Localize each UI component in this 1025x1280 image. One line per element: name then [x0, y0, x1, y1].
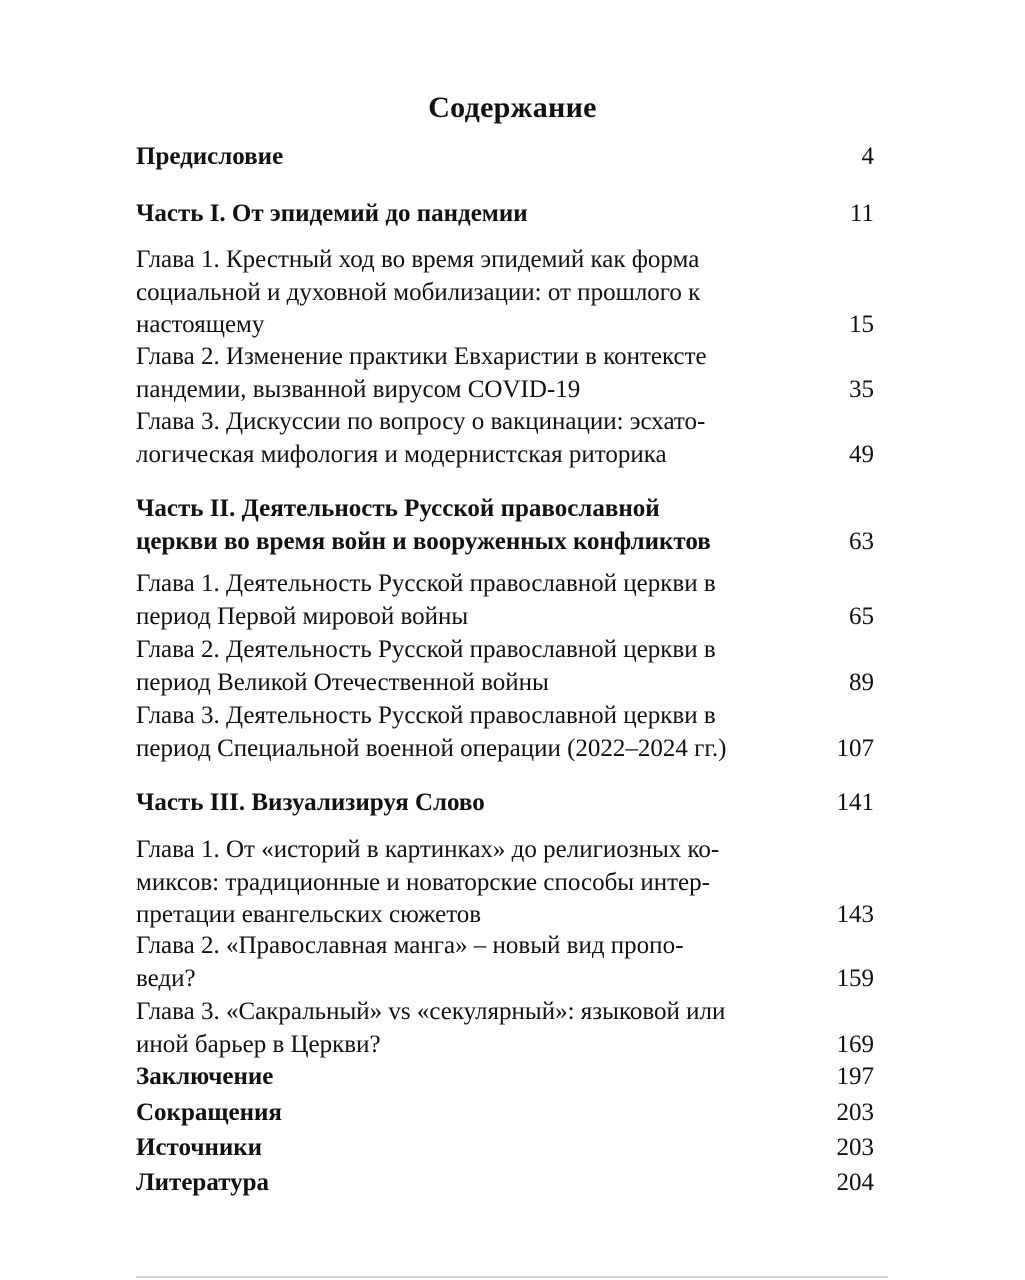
toc-page-number: 4 — [861, 143, 874, 170]
toc-entry-part-3-chapter-2 — [136, 930, 874, 995]
toc-page-number: 143 — [836, 901, 874, 928]
toc-entry-title: Глава 3. «Сакральный» vs «секулярный»: языковой или иной барьер в Церкви? — [136, 998, 726, 1058]
toc-page-number: 204 — [836, 1169, 874, 1196]
toc-entry-title: Литература — [136, 1169, 270, 1196]
toc-entry-title: Источники — [136, 1134, 263, 1161]
toc-entry-title: Глава 2. «Православная манга» – новый вид пропо- веди? — [136, 932, 684, 992]
toc-entry-part-1-chapter-1 — [136, 244, 874, 342]
toc-entry-part-1-chapter-3 — [136, 406, 874, 471]
toc-entry-title: Часть I. От эпидемий до пандемии — [136, 200, 528, 227]
toc-entry-title: Глава 1. Деятельность Русской православной церкви в период Первой мировой войны — [136, 570, 716, 630]
toc-entry-title: Глава 2. Деятельность Русской православной церкви в период Великой Отечественной войны — [136, 636, 716, 696]
toc-page-number: 203 — [836, 1134, 874, 1161]
toc-page-number: 107 — [836, 734, 874, 762]
toc-entry-literature — [136, 1167, 874, 1200]
toc-entry-part-2-chapter-1 — [136, 568, 874, 633]
toc-entry-part-2-chapter-2 — [136, 634, 874, 699]
toc-entry-title: Глава 1. Крестный ход во время эпидемий как форма социальной и духовной мобилизации: от прошлого к настоящему — [136, 246, 701, 338]
toc-page-number: 49 — [849, 440, 874, 468]
toc-entry-part-3-chapter-3 — [136, 996, 874, 1061]
toc-page-number: 197 — [836, 1063, 874, 1090]
toc-entry-part-1 — [136, 198, 874, 231]
toc-entry-title: Предисловие — [136, 143, 284, 170]
toc-entry-part-2-chapter-3 — [136, 700, 874, 765]
toc-entry-title: Часть III. Визуализируя Слово — [136, 789, 485, 816]
toc-entry-title: Глава 2. Изменение практики Евхаристии в контексте пандемии, вызванной вирусом COVID-19 — [136, 343, 707, 403]
toc-page-number: 65 — [849, 602, 874, 630]
toc-entry-title: Глава 1. От «историй в картинках» до религиозных ко- миксов: традиционные и новаторские способы интер- претации евангельских сюжетов — [136, 836, 720, 928]
toc-entry-title: Сокращения — [136, 1099, 282, 1126]
toc-entry-preface — [136, 141, 874, 174]
toc-page-number: 15 — [849, 311, 874, 338]
toc-page-number: 141 — [836, 789, 874, 816]
toc-entry-sources — [136, 1132, 874, 1165]
toc-entry-title: Заключение — [136, 1063, 274, 1090]
toc-entry-part-3-chapter-1 — [136, 834, 874, 932]
toc-page-number: 169 — [836, 1030, 874, 1058]
toc-page-number: 159 — [836, 964, 874, 992]
toc-entry-title: Глава 3. Деятельность Русской православной церкви в период Специальной военной операции (2022–2024 гг.) — [136, 702, 727, 762]
toc-page-number: 89 — [849, 668, 874, 696]
toc-entry-conclusion — [136, 1061, 874, 1094]
page-title: Содержание — [428, 91, 597, 124]
toc-page-number: 35 — [849, 375, 874, 403]
toc-entry-part-1-chapter-2 — [136, 341, 874, 406]
toc-entry-title: Глава 3. Дискуссии по вопросу о вакцинации: эсхато- логическая мифология и модернистская риторика — [136, 408, 706, 468]
toc-page-number: 11 — [849, 200, 874, 227]
toc-page-number: 203 — [836, 1099, 874, 1126]
toc-page-number: 63 — [849, 527, 874, 555]
page-bottom-divider — [136, 1276, 888, 1278]
toc-entry-abbreviations — [136, 1097, 874, 1130]
toc-entry-part-3 — [136, 787, 874, 820]
toc-entry-title: Часть II. Деятельность Русской православной церкви во время войн и вооруженных конфликтов — [136, 495, 711, 555]
toc-entry-part-2 — [136, 493, 874, 558]
